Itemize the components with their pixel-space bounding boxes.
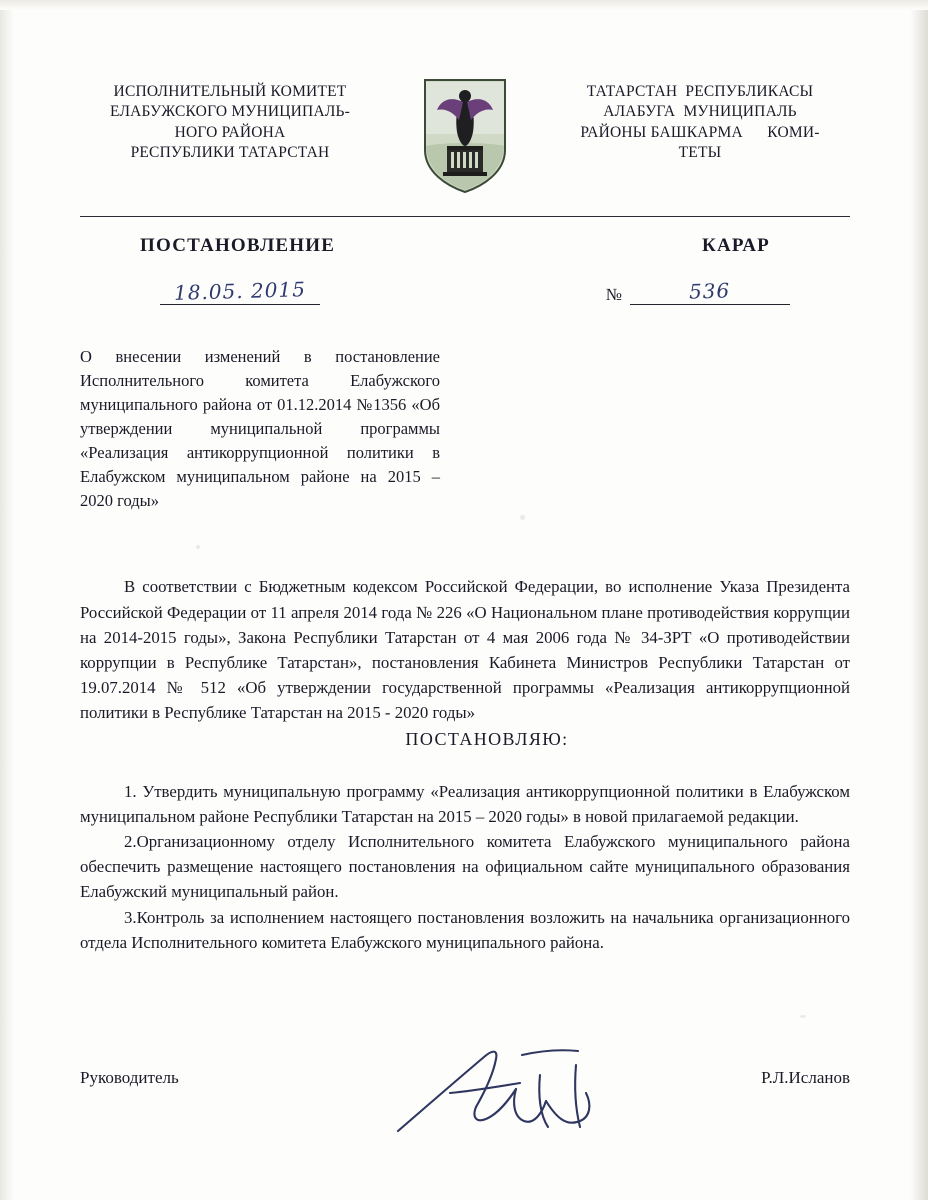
header-org-ru-line-4: РЕСПУБЛИКИ ТАТАРСТАН <box>130 144 330 162</box>
scan-edge-top <box>0 0 928 10</box>
header-org-ru-line-2: ЕЛАБУЖСКОГО МУНИЦИПАЛЬ- <box>109 103 351 121</box>
document-item-1: 1. Утвердить муниципальную программу «Реализация антикоррупционной политики в Елабужском муниципальном районе Республики Татарстан на 2015 – 2020 годы» в новой прилагаемой редакции. <box>80 781 850 826</box>
document-number-group <box>606 279 790 305</box>
header-org-tt-line-3: РАЙОНЫ БАШКАРМА КОМИ- <box>580 123 820 141</box>
coat-of-arms-icon <box>417 76 513 194</box>
document-date-field <box>160 279 320 305</box>
document-date-value: 18.05. 2015 <box>173 277 307 305</box>
document-meta-row <box>80 279 850 305</box>
header-org-tt-line-2: АЛАБУГА МУНИЦИПАЛЬ <box>603 103 797 121</box>
document-number-label: № <box>605 285 622 304</box>
scan-edge-left <box>0 0 14 1200</box>
header-org-tt <box>550 70 850 164</box>
document-content <box>80 70 850 955</box>
header-org-tt-line-1: ТАТАРСТАН РЕСПУБЛИКАСЫ <box>586 83 814 100</box>
document-items <box>80 779 850 955</box>
header-org-ru-line-1: ИСПОЛНИТЕЛЬНЫЙ КОМИТЕТ <box>113 83 347 100</box>
page-title-ru: ПОСТАНОВЛЕНИЕ <box>140 235 336 256</box>
scan-edge-right <box>902 0 928 1200</box>
document-item-2: 2.Организационному отделу Исполнительного комитета Елабужского муниципального района обеспечить размещение настоящего постановления на официальном сайте муниципального образования Елабужский муниципальный район. <box>80 831 850 902</box>
document-preamble-block <box>80 574 850 752</box>
document-number-field <box>630 279 790 305</box>
scan-artifact <box>800 1015 806 1018</box>
header-org-tt-line-4: ТЕТЫ <box>678 144 722 162</box>
document-title-row <box>80 235 850 257</box>
document-item-3: 3.Контроль за исполнением настоящего постановления возложить на начальника организационного отдела Исполнительного комитета Елабужского муниципального района. <box>80 907 850 952</box>
signature-row <box>80 1068 850 1088</box>
handwritten-signature <box>380 1035 640 1155</box>
header-org-ru-line-3: НОГО РАЙОНА <box>174 123 286 141</box>
page-title-tt: КАРАР <box>701 235 770 256</box>
resolve-word: ПОСТАНОВЛЯЮ: <box>405 728 569 749</box>
document-header <box>80 70 850 194</box>
document-preamble: В соответствии с Бюджетным кодексом Российской Федерации, во исполнение Указа Президента Российской Федерации от 11 апреля 2014 года № 226 «О Национальном плане противодействия коррупции на 2014-2015 годы», Закона Республики Татарстан от 4 мая 2006 года № 34-ЗРТ «О противодействии коррупции в Республике Татарстан», постановления Кабинета Министров Республики Татарстан от 19.07.2014 № 512 «Об утверждении государственной программы «Реализация антикоррупционной политики в Республике Татарстан на 2015 - 2020 годы» <box>80 577 850 723</box>
signature-role: Руководитель <box>80 1068 179 1087</box>
header-divider <box>80 216 850 217</box>
document-number-value: 536 <box>689 278 731 304</box>
header-org-ru <box>80 70 380 164</box>
document-subject: О внесении изменений в постановление Исполнительного комитета Елабужского муниципального района от 01.12.2014 №1356 «Об утверждении муниципальной программы «Реализация антикоррупционной политики в Елабужском муниципальном районе на 2015 – 2020 годы» <box>80 347 440 510</box>
signature-name: Р.Л.Исланов <box>761 1068 850 1087</box>
